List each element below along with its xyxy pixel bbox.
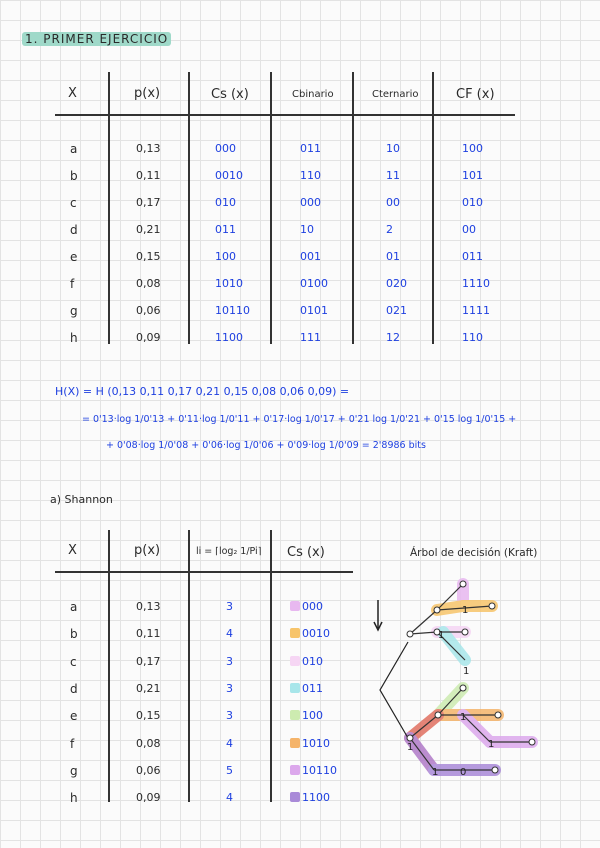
t1-cell-r2-c3: 000	[300, 196, 321, 209]
entropy-line-2: = 0'13·log 1/0'13 + 0'11·log 1/0'11 + 0'17·log 1/0'17 + 0'21 log 1/0'21 + 0'15 log 1/0'15 +	[82, 414, 517, 425]
t1-cell-r6-c1: 0,06	[136, 304, 161, 317]
entropy-line-1: H(X) = H (0,13 0,11 0,17 0,21 0,15 0,08 0,06 0,09) =	[55, 385, 350, 398]
t2-cell-r7-c3	[290, 791, 330, 804]
t1-cell-r2-c0: c	[70, 196, 77, 210]
t1-cell-r0-c5: 100	[462, 142, 483, 155]
t1-cell-r5-c2: 1010	[215, 277, 243, 290]
t1-cell-r1-c0: b	[70, 169, 78, 183]
t1-cell-r3-c1: 0,21	[136, 223, 161, 236]
t1-cell-r2-c1: 0,17	[136, 196, 161, 209]
t1-cell-r7-c0: h	[70, 331, 78, 345]
color-swatch	[290, 601, 300, 611]
t1-cell-r6-c2: 10110	[215, 304, 250, 317]
t2-code-text: 0010	[302, 627, 330, 641]
t1-cell-r0-c0: a	[70, 142, 78, 156]
t1-cell-r3-c5: 00	[462, 223, 476, 236]
t2-cell-r2-c3	[290, 655, 323, 668]
t1-cell-r5-c3: 0100	[300, 277, 328, 290]
t2-cell-r0-c2: 3	[226, 600, 233, 613]
t1-cell-r6-c3: 0101	[300, 304, 328, 317]
t1-header-px: p(x)	[134, 86, 161, 101]
t2-cell-r2-c0: c	[70, 654, 77, 669]
kraft-tree-diagram	[360, 570, 560, 790]
t1-cell-r0-c2: 000	[215, 142, 236, 155]
color-swatch	[290, 765, 300, 775]
color-swatch	[290, 792, 300, 802]
color-swatch	[290, 683, 300, 693]
t1-cell-r1-c3: 110	[300, 169, 321, 182]
t1-cell-r7-c4: 12	[386, 331, 400, 344]
t1-cell-r3-c0: d	[70, 223, 78, 237]
svg-text:1: 1	[462, 605, 469, 616]
t2-code-text: 011	[302, 681, 323, 695]
color-swatch	[290, 710, 300, 720]
t1-cell-r4-c2: 100	[215, 250, 236, 263]
t2-cell-r2-c1: 0,17	[136, 654, 161, 668]
t1-cell-r4-c5: 011	[462, 250, 483, 263]
t2-cell-r3-c2: 3	[226, 681, 233, 695]
t2-cell-r3-c3	[290, 682, 323, 695]
t2-cell-r5-c1: 0,08	[136, 736, 161, 750]
t1-header-cbin: Cbinario	[292, 89, 334, 100]
t2-cell-r6-c1: 0,06	[136, 763, 161, 777]
t1-cell-r2-c5: 010	[462, 196, 483, 209]
t1-cell-r6-c0: g	[70, 304, 78, 318]
t1-cell-r7-c3: 111	[300, 331, 321, 344]
t2-cell-r1-c2: 4	[226, 627, 233, 641]
t1-header-x: X	[68, 86, 77, 101]
t2-code-text: 1010	[302, 736, 330, 750]
t1-cell-r5-c4: 020	[386, 277, 407, 290]
t1-cell-r0-c3: 011	[300, 142, 321, 155]
t1-cell-r3-c4: 2	[386, 223, 393, 236]
section-a-heading: a) Shannon	[50, 493, 113, 506]
t2-cell-r5-c2: 4	[226, 736, 233, 750]
t1-cell-r1-c1: 0,11	[136, 169, 161, 182]
t1-cell-r0-c4: 10	[386, 142, 400, 155]
svg-text:1: 1	[438, 630, 445, 641]
t2-code-text: 10110	[302, 763, 337, 777]
t2-cell-r4-c1: 0,15	[136, 709, 161, 723]
title-text: 1. PRIMER EJERCICIO	[22, 32, 171, 46]
t2-cell-r4-c2: 3	[226, 709, 233, 723]
t1-cell-r4-c4: 01	[386, 250, 400, 263]
t1-cell-r3-c3: 10	[300, 223, 314, 236]
t2-code-text: 1100	[302, 791, 330, 805]
color-swatch	[290, 628, 300, 638]
t2-cell-r1-c0: b	[70, 627, 78, 642]
t2-header-x: X	[68, 543, 77, 558]
t1-cell-r3-c2: 011	[215, 223, 236, 236]
t1-cell-r7-c5: 110	[462, 331, 483, 344]
t2-cell-r7-c0: h	[70, 791, 78, 806]
t1-cell-r4-c1: 0,15	[136, 250, 161, 263]
t2-cell-r1-c1: 0,11	[136, 627, 161, 641]
t2-cell-r0-c0: a	[70, 600, 78, 614]
t2-cell-r3-c1: 0,21	[136, 681, 161, 695]
t2-header-cs: Cs (x)	[287, 545, 325, 560]
svg-text:1: 1	[460, 712, 467, 723]
t1-cell-r5-c5: 1110	[462, 277, 490, 290]
t1-header-cter: Cternario	[372, 89, 419, 100]
color-swatch	[290, 738, 300, 748]
t2-cell-r7-c2: 4	[226, 791, 233, 805]
svg-text:1: 1	[432, 767, 439, 778]
section-title	[22, 32, 171, 46]
svg-text:0: 0	[460, 767, 467, 778]
svg-text:1: 1	[463, 666, 470, 677]
t2-cell-r6-c3	[290, 764, 337, 777]
t2-cell-r0-c3	[290, 600, 323, 613]
t2-code-text: 000	[302, 600, 323, 613]
t2-cell-r7-c1: 0,09	[136, 791, 161, 805]
svg-text:1: 1	[488, 739, 495, 750]
t1-cell-r0-c1: 0,13	[136, 142, 161, 155]
color-swatch	[290, 656, 300, 666]
t2-cell-r1-c3	[290, 627, 330, 640]
t1-cell-r1-c5: 101	[462, 169, 483, 182]
t1-cell-r4-c3: 001	[300, 250, 321, 263]
t2-cell-r6-c0: g	[70, 763, 78, 778]
t1-cell-r7-c1: 0,09	[136, 331, 161, 344]
t1-cell-r7-c2: 1100	[215, 331, 243, 344]
t2-cell-r0-c1: 0,13	[136, 600, 161, 613]
t2-code-text: 100	[302, 709, 323, 723]
t1-cell-r6-c4: 021	[386, 304, 407, 317]
t1-cell-r6-c5: 1111	[462, 304, 490, 317]
t2-header-li: li = ⌈log₂ 1/Pi⌉	[196, 546, 262, 557]
t1-header-cf: CF (x)	[456, 87, 495, 102]
t1-cell-r5-c1: 0,08	[136, 277, 161, 290]
t2-cell-r6-c2: 5	[226, 763, 233, 777]
t2-cell-r5-c3	[290, 737, 330, 750]
t1-cell-r4-c0: e	[70, 250, 78, 264]
t2-header-px: p(x)	[134, 543, 161, 558]
t2-cell-r2-c2: 3	[226, 654, 233, 668]
t2-cell-r4-c0: e	[70, 709, 78, 724]
svg-text:1: 1	[407, 742, 414, 753]
t1-cell-r5-c0: f	[70, 277, 75, 291]
t1-cell-r2-c4: 00	[386, 196, 400, 209]
t1-cell-r2-c2: 010	[215, 196, 236, 209]
t2-cell-r3-c0: d	[70, 681, 78, 696]
t1-header-cs: Cs (x)	[211, 87, 249, 102]
tree-title: Árbol de decisión (Kraft)	[410, 547, 538, 559]
t1-cell-r1-c2: 0010	[215, 169, 243, 182]
t2-cell-r4-c3	[290, 709, 323, 722]
t2-code-text: 010	[302, 654, 323, 668]
t1-cell-r1-c4: 11	[386, 169, 400, 182]
entropy-line-3: + 0'08·log 1/0'08 + 0'06·log 1/0'06 + 0'09·log 1/0'09 = 2'8986 bits	[106, 440, 426, 451]
t2-cell-r5-c0: f	[70, 736, 75, 751]
